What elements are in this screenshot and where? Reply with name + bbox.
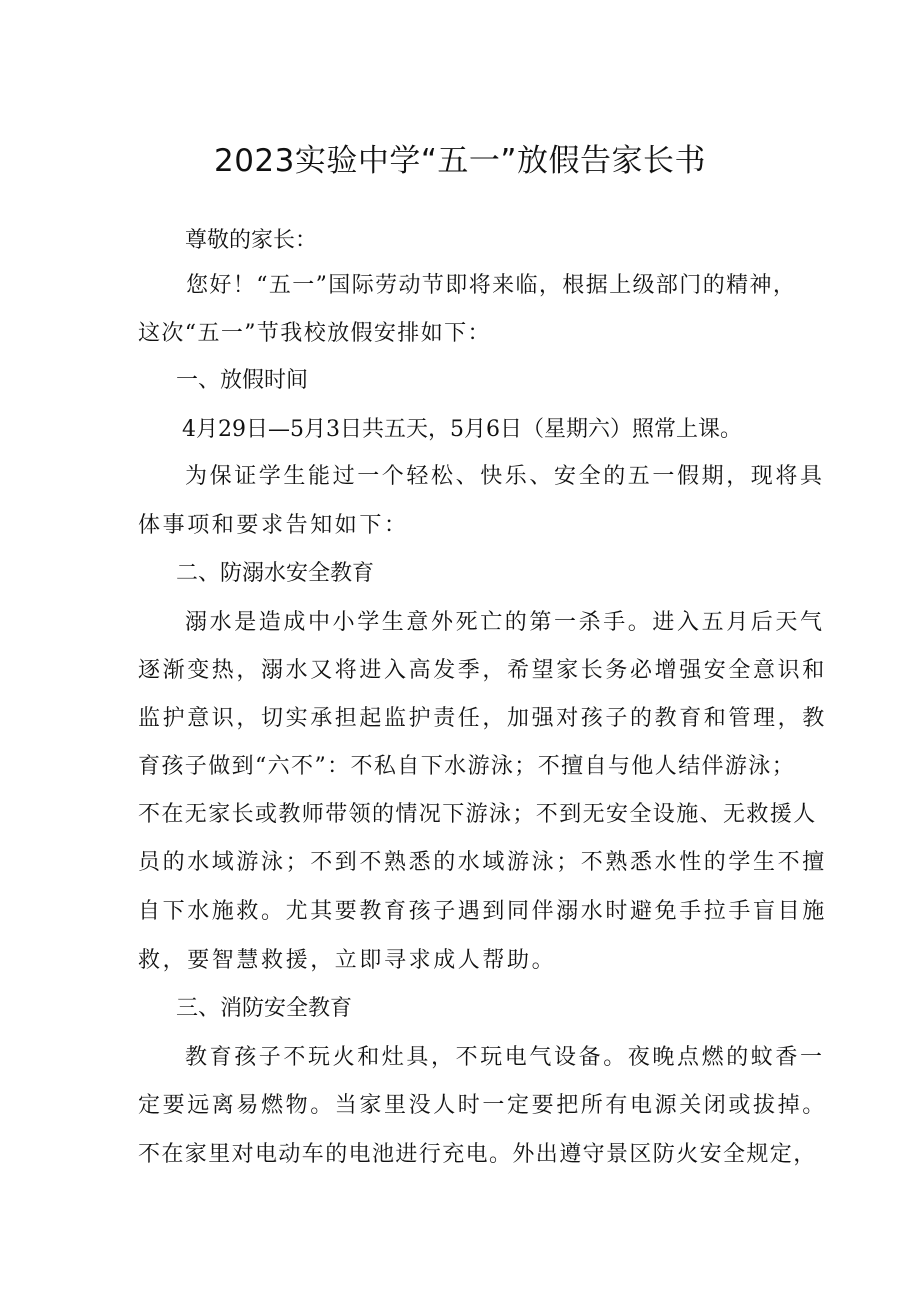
paragraph-line: 不在无家长或教师带领的情况下游泳；不到无安全设施、无救援人	[138, 802, 817, 827]
paragraph-line: 员的水域游泳；不到不熟悉的水域游泳；不熟悉水性的学生不擅	[138, 850, 827, 875]
paragraph-line: 监护意识，切实承担起监护责任，加强对孩子的教育和管理，教	[138, 706, 827, 731]
paragraph-line: 4月29日—5月3日共五天，5月6日（星期六）照常上课。	[182, 417, 742, 442]
section-heading-vacation-time: 一、放假时间	[176, 368, 309, 393]
paragraph-line: 自下水施救。尤其要教育孩子遇到同伴溺水时避免手拉手盲目施	[138, 899, 827, 924]
section-heading-drowning-safety: 二、防溺水安全教育	[176, 561, 375, 586]
letter-title: 2023实验中学“五一”放假告家长书	[213, 143, 706, 179]
paragraph-line: 救，要智慧救援，立即寻求成人帮助。	[138, 948, 557, 973]
paragraph-line: 定要远离易燃物。当家里没人时一定要把所有电源关闭或拔掉。	[138, 1093, 827, 1118]
paragraph-line: 逐渐变热，溺水又将进入高发季，希望家长务必增强安全意识和	[138, 658, 827, 683]
paragraph-line: 体事项和要求告知如下：	[138, 513, 409, 538]
intro-line: 这次“五一”节我校放假安排如下：	[138, 321, 491, 346]
paragraph-line: 溺水是造成中小学生意外死亡的第一杀手。进入五月后天气	[185, 610, 825, 635]
paragraph-line: 不在家里对电动车的电池进行充电。外出遵守景区防火安全规定，	[138, 1142, 817, 1167]
intro-line: 您好！“五一”国际劳动节即将来临，根据上级部门的精神，	[186, 273, 797, 298]
paragraph-line: 教育孩子不玩火和灶具，不玩电气设备。夜晚点燃的蚊香一	[185, 1045, 825, 1070]
paragraph-line: 为保证学生能过一个轻松、快乐、安全的五一假期，现将具	[185, 464, 825, 489]
paragraph-line: 育孩子做到“六不”：不私自下水游泳；不擅自与他人结伴游泳；	[138, 754, 796, 779]
greeting: 尊敬的家长：	[185, 228, 318, 253]
section-heading-fire-safety: 三、消防安全教育	[176, 996, 353, 1021]
